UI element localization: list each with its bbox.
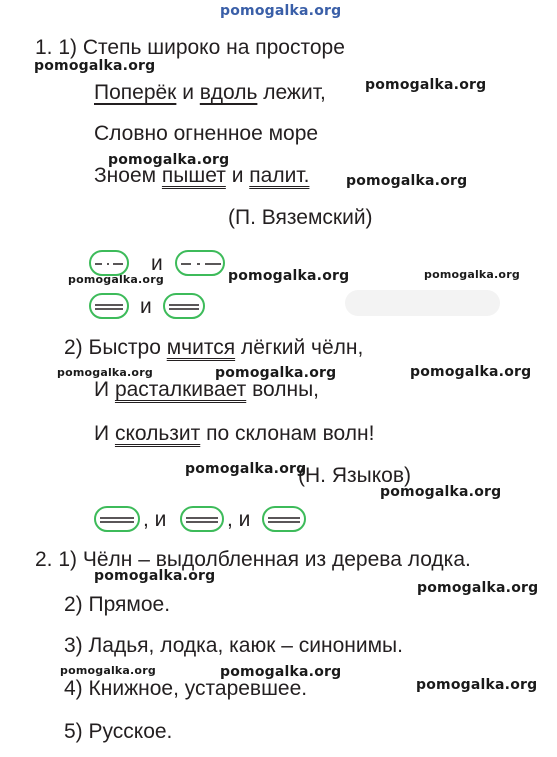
poem1-word-palit: палит.	[249, 164, 310, 187]
poem1-author: (П. Вяземский)	[228, 206, 373, 229]
scheme1-and-2: и	[140, 295, 152, 318]
watermark: pomogalka.org	[185, 461, 307, 477]
watermark: pomogalka.org	[365, 77, 487, 93]
watermark: pomogalka.org	[60, 664, 156, 677]
task1-number: 1. 1)	[35, 36, 78, 59]
poem2-line2	[94, 378, 319, 402]
poem2-author: (Н. Языков)	[298, 464, 411, 487]
scheme2-pill-3	[262, 506, 306, 532]
scheme1-and-1: и	[151, 252, 163, 275]
scheme1-pill-3	[89, 293, 129, 319]
task1-heading-line	[35, 36, 345, 60]
poem2-word-skolzit: скользит	[114, 422, 201, 445]
watermark: pomogalka.org	[417, 580, 539, 596]
item2-number: 2)	[64, 336, 83, 359]
watermark-top: pomogalka.org	[220, 3, 342, 19]
poem2-word-lyogkiy: лёгкий чёлн,	[240, 336, 364, 359]
poem2-word-rastalkivaet: расталкивает	[114, 378, 247, 401]
scheme2-pill-1	[94, 506, 140, 532]
poem2-word-bystro: Быстро	[88, 336, 161, 359]
task2-answer-2: 2) Прямое.	[64, 593, 171, 616]
poem1-line3: Словно огненное море	[94, 122, 319, 145]
poem2-word-i2: И	[94, 422, 110, 445]
poem1-word-vdol: вдоль	[199, 81, 258, 104]
poem1-word-znoem: Зноем	[94, 164, 157, 187]
watermark: pomogalka.org	[57, 366, 153, 379]
watermark: pomogalka.org	[416, 677, 538, 693]
poem1-word-i2: и	[231, 164, 244, 187]
scheme2-sep-2: , и	[227, 508, 251, 531]
poem2-word-volny: волны,	[252, 378, 319, 401]
watermark: pomogalka.org	[228, 268, 350, 284]
poem2-word-po-sklonam: по склонам волн!	[206, 422, 375, 445]
task2-answer-1: 2. 1) Чёлн – выдолбленная из дерева лодка.	[35, 548, 471, 571]
task2-answer-5: 5) Русское.	[64, 720, 173, 743]
watermark: pomogalka.org	[94, 568, 216, 584]
poem2-word-i: И	[94, 378, 110, 401]
watermark: pomogalka.org	[34, 58, 156, 74]
poem2-line1	[64, 336, 363, 360]
task2-answer-3: 3) Ладья, лодка, каюк – синонимы.	[64, 634, 403, 657]
poem1-line2	[94, 81, 326, 105]
poem1-word-i: и	[182, 81, 194, 104]
scheme1-pill-4	[163, 293, 205, 319]
scheme1-pill-2	[175, 250, 225, 276]
watermark: pomogalka.org	[380, 484, 502, 500]
watermark: pomogalka.org	[68, 273, 164, 286]
task2-answer-4: 4) Книжное, устаревшее.	[64, 677, 308, 700]
poem1-line1: Степь широко на просторе	[82, 36, 345, 59]
scheme2-sep-1: , и	[143, 508, 167, 531]
watermark: pomogalka.org	[424, 268, 520, 281]
poem1-word-poperek: Поперёк	[94, 81, 177, 104]
poem1-word-pyshet: пышет	[161, 164, 226, 187]
watermark: pomogalka.org	[220, 664, 342, 680]
poem2-line3	[94, 422, 374, 446]
scheme2-pill-2	[180, 506, 224, 532]
watermark: pomogalka.org	[108, 152, 230, 168]
faint-blob	[345, 290, 500, 316]
poem2-word-mchitsya: мчится	[166, 336, 236, 359]
watermark: pomogalka.org	[215, 365, 337, 381]
poem1-word-lezhit: лежит,	[263, 81, 326, 104]
watermark: pomogalka.org	[410, 364, 532, 380]
watermark: pomogalka.org	[346, 173, 468, 189]
